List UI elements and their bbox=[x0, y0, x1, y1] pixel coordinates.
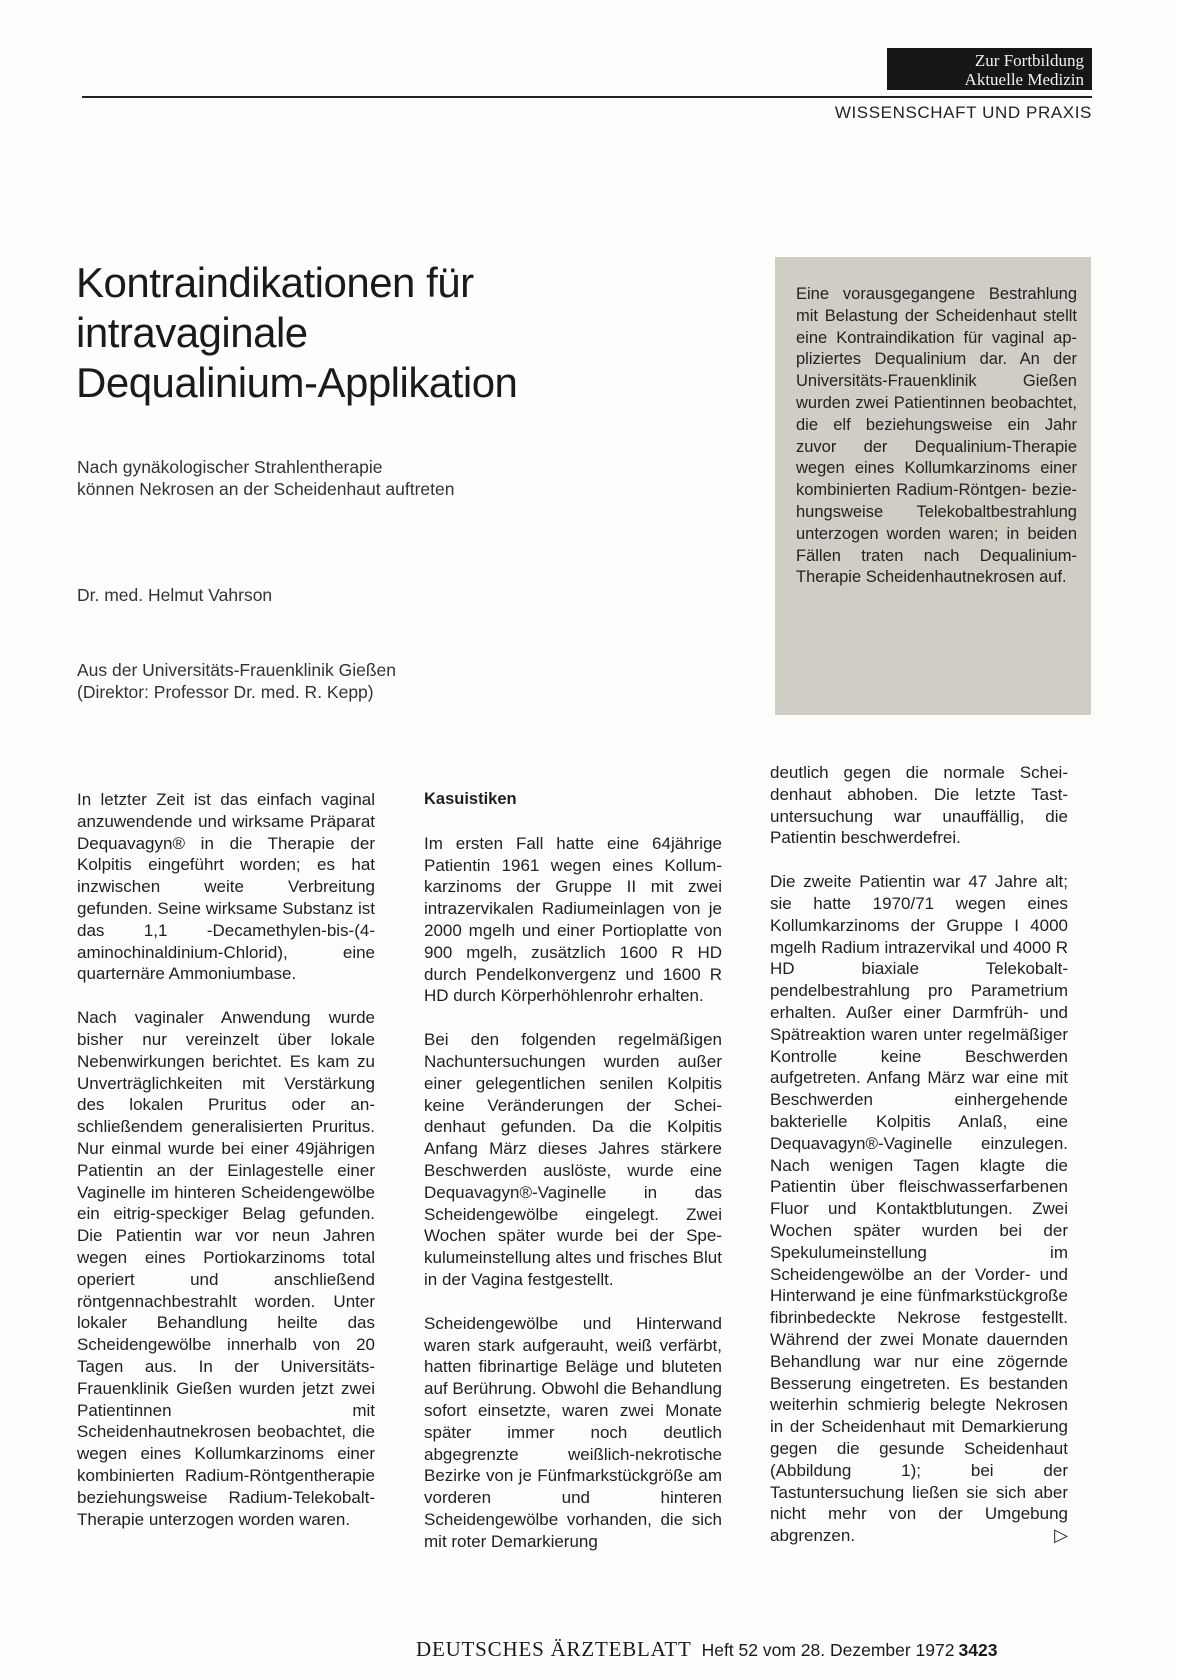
article-title bbox=[76, 258, 636, 408]
section-tag-line-1: Zur Fortbildung bbox=[974, 51, 1084, 70]
article-subtitle bbox=[77, 456, 597, 500]
paragraph: In letzter Zeit ist das einfach vaginal anzuwendende und wirksame Präparat Dequavagyn® in die Therapie der Kolpitis eingeführt worden; es hat inzwischen weite Verbreitung gefunden. Seine wirksame Substanz ist das 1,1 -Decamethylen-bis-(4-aminochinaldinium-Chlorid), eine quarternäre Ammoniumbase. bbox=[77, 790, 375, 984]
paragraph: Im ersten Fall hatte eine 64jährige Patientin 1961 wegen eines Kollumkarzinoms der Gruppe II mit zwei intrazervikalen Radiumeinlagen von je 2000 mgelh und einer Portioplatte von 900 mgelh, zusätzlich 1600 R HD durch Pendelkonvergenz und 1600 R HD durch Körperhöhlenrohr erhalten. bbox=[424, 833, 722, 1006]
subtitle-line-1: Nach gynäkologischer Strahlentherapie bbox=[77, 457, 383, 477]
subtitle-line-2: können Nekrosen an der Scheidenhaut auftreten bbox=[77, 479, 455, 499]
paragraph: Bei den folgenden regelmäßigen Nachuntersuchungen wurden außer einer gelegentlichen senilen Kolpitis keine Veränderungen der Scheidenhaut gefunden. Da die Kolpitis Anfang März dieses Jahres stärkere Beschwerden auslöste, wurde eine Dequavagyn®-Vaginelle in das Scheidengewölbe eingelegt. Zwei Wochen später wurde bei der Spekulumeinstellung altes und frisches Blut in der Vagina festgestellt. bbox=[424, 1030, 722, 1289]
continue-arrow-icon: ▷ bbox=[1054, 1525, 1068, 1546]
abstract-box bbox=[775, 257, 1091, 715]
title-line-1: Kontraindikationen für bbox=[76, 259, 474, 306]
body-column-1 bbox=[77, 789, 375, 1552]
paragraph-text: Die zweite Patientin war 47 Jahre alt; sie hatte 1970/71 wegen eines Kollumkarzinoms der Gruppe I 4000 mgelh Radium intrazervikal und 4000 R HD biaxiale Telekobaltpendelbestrahlung pro Parametrium erhalten. Außer einer Darmfrüh- und Spätreaktion waren unter regelmäßiger Kontrolle keine Beschwerden aufgetreten. Anfang März war eine mit Beschwerden einhergehende bakterielle Kolpitis Anlaß, eine Dequavagyn®-Vaginelle einzulegen. Nach wenigen Tagen klagte die Patientin über fleischwasserfarbenen Fluor und Kontaktblutungen. Zwei Wochen später wurden bei der Spekulumeinstellung im Scheidengewölbe an der Vorder- und Hinterwand je eine fünfmarkstückgroße fibrinbedeckte Nekrose festgestellt. Während der zwei Monate dauernden Behandlung war nur eine zögernde Besserung eingetreten. Es bestanden weiterhin schmierig belegte Nekrosen in der Scheidenhaut mit Demarkierung gegen die gesunde Scheidenhaut (Abbildung 1); bei der Tastuntersuchung ließen sie sich aber nicht mehr von der Umgebung abgrenzen. bbox=[770, 872, 1068, 1546]
section-heading: Kasuistiken bbox=[424, 790, 517, 808]
author-affiliation bbox=[77, 659, 396, 703]
issue-info: Heft 52 vom 28. Dezember 1972 bbox=[701, 1640, 955, 1660]
paragraph: Scheidengewölbe und Hinterwand waren stark aufgerauht, weiß verfärbt, hatten fibrinartige Beläge und bluteten auf Berührung. Obwohl die Behandlung sofort einsetzte, waren zwei Monate später immer noch deutlich abgegrenzte weißlich-nekrotische Bezirke von je Fünfmarkstückgröße am vorderen und hinteren Scheidengewölbe vorhanden, die sich mit roter Demarkierung bbox=[424, 1313, 722, 1551]
journal-name: DEUTSCHES ÄRZTEBLATT bbox=[416, 1637, 692, 1661]
section-tag bbox=[887, 48, 1092, 90]
title-line-3: Dequalinium-Applikation bbox=[76, 359, 518, 406]
title-line-2: intravaginale bbox=[76, 309, 308, 356]
author-name: Dr. med. Helmut Vahrson bbox=[77, 585, 273, 605]
paragraph: deutlich gegen die normale Scheidenhaut abhoben. Die letzte Tastuntersuchung war unauffällig, die Patientin beschwerdefrei. bbox=[770, 763, 1068, 848]
body-column-2 bbox=[424, 789, 722, 1575]
paragraph: Nach vaginaler Anwendung wurde bisher nur vereinzelt über lokale Nebenwirkungen berichtet. Es kam zu Unverträglichkeiten mit Verstärkung des lokalen Pruritus oder anschließendem generalisierten Pruritus. Nur einmal wurde bei einer 49jährigen Patientin an der Einlagestelle einer Vaginelle im hinteren Scheidengewölbe ein eitrig-speckiger Belag gefunden. Die Patientin war vor neun Jahren wegen eines Portiokarzinoms total operiert und anschließend röntgennachbestrahlt worden. Unter lokaler Behandlung heilte das Scheidengewölbe innerhalb von 20 Tagen aus. In der Universitäts-Frauenklinik Gießen wurden jetzt zwei Patientinnen mit Scheidenhautnekrosen beobachtet, die wegen eines Kollumkarzinoms einer kombinierten Radium-Röntgentherapie beziehungsweise Radium-Telekobalt-Therapie unterzogen worden waren. bbox=[77, 1008, 375, 1529]
page-footer bbox=[416, 1637, 997, 1662]
page-number: 3423 bbox=[958, 1640, 998, 1660]
section-tag-line-2: Aktuelle Medizin bbox=[964, 70, 1084, 89]
body-column-3 bbox=[770, 762, 1068, 1569]
section-label: WISSENSCHAFT UND PRAXIS bbox=[834, 103, 1092, 122]
header-rule bbox=[82, 96, 1092, 98]
abstract-text: Eine vorausgegangene Bestrahlung mit Belastung der Scheidenhaut stellt eine Kontraindikation für vaginal appliziertes Dequalinium dar. An der Universitäts-Frauenklinik Gießen wurden zwei Patientinnen beobachtet, die elf beziehungsweise ein Jahr zuvor der Dequalinium-Therapie wegen eines Kollumkarzinoms einer kombinierten Radium-Röntgen- beziehungsweise Telekobaltbestrahlung unterzogen worden waren; in beiden Fällen traten nach Dequalinium-Therapie Scheidenhautnekrosen auf. bbox=[796, 285, 1077, 587]
affiliation-line-2: (Direktor: Professor Dr. med. R. Kepp) bbox=[77, 682, 374, 702]
paragraph bbox=[770, 871, 1068, 1547]
affiliation-line-1: Aus der Universitäts-Frauenklinik Gießen bbox=[77, 660, 397, 680]
